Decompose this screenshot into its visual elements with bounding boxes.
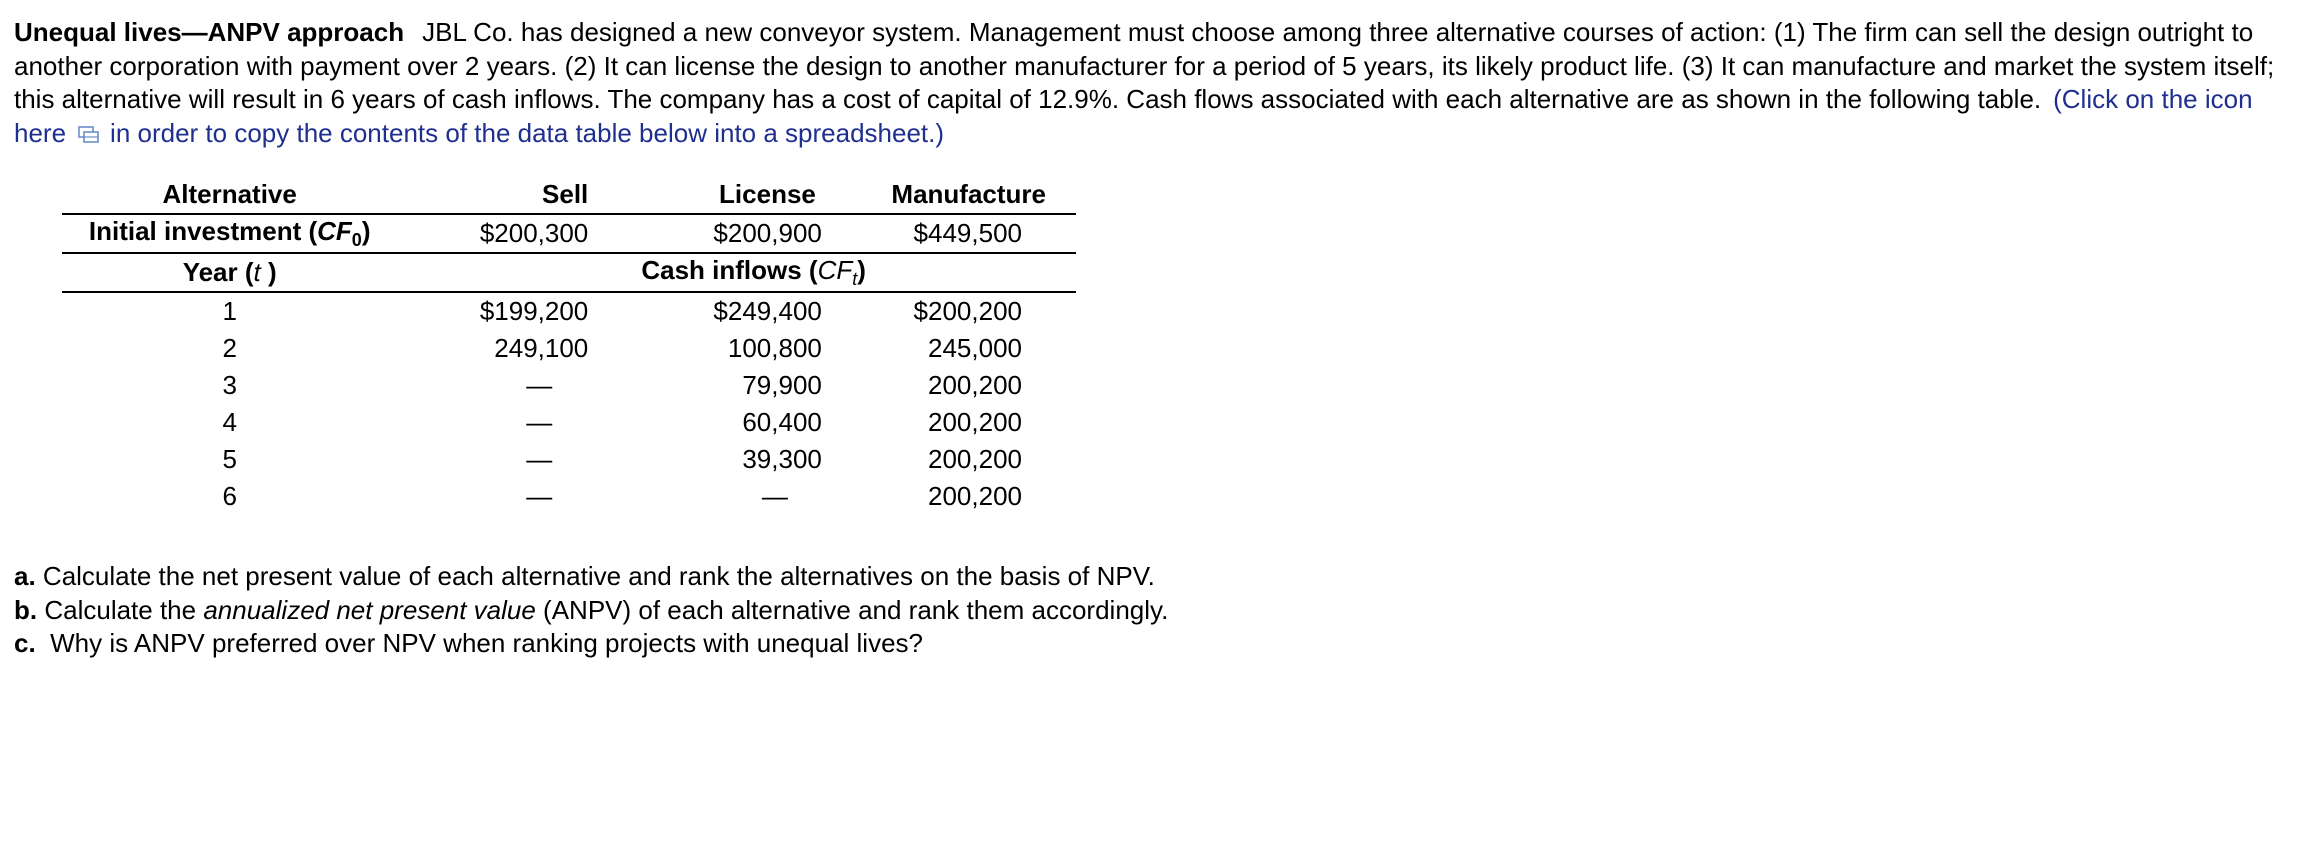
header-manufacture: Manufacture [891, 179, 1046, 209]
questions-list [14, 560, 1168, 661]
cash-inflows-header: Cash inflows $(CF_t)$ [641, 254, 866, 290]
problem-title: Unequal lives—ANPV approach [14, 17, 405, 47]
initial-sell: $200,300 [479, 218, 589, 248]
sell-cell: 249,100 [494, 333, 589, 363]
cash-flow-table [62, 176, 1076, 515]
spreadsheet-copy-icon[interactable] [78, 119, 100, 153]
header-sell: Sell [542, 179, 589, 209]
table-row [62, 441, 1076, 478]
header-license: License [719, 179, 816, 209]
table-row [62, 330, 1076, 367]
sell-cell: $199,200 [479, 296, 589, 326]
manufacture-cell: 245,000 [928, 333, 1022, 363]
header-alternative: Alternative [162, 179, 297, 209]
license-cell: 39,300 [742, 444, 822, 474]
question-a: a. Calculate the net present value of each alternative and rank the alternatives on the basis of NPV. [14, 561, 1155, 591]
table-header-row [62, 176, 1076, 214]
license-cell: 60,400 [742, 407, 822, 437]
year-cell: 3 [222, 370, 237, 400]
sell-cell: — [526, 407, 553, 437]
initial-license: $200,900 [713, 218, 822, 248]
copy-link-suffix[interactable]: in order to copy the contents of the data table below into a spreadsheet.) [110, 117, 945, 148]
table-row [62, 367, 1076, 404]
year-cell: 4 [222, 407, 237, 437]
manufacture-cell: 200,200 [928, 481, 1022, 511]
initial-manufacture: $449,500 [913, 218, 1022, 248]
license-cell: — [761, 481, 788, 511]
manufacture-cell: 200,200 [928, 407, 1022, 437]
problem-intro [14, 16, 2304, 152]
manufacture-cell: 200,200 [928, 444, 1022, 474]
copy-link-prefix[interactable]: (Click on the icon here [14, 84, 2253, 148]
license-cell: $249,400 [713, 296, 822, 326]
year-header: Year (t ) [182, 257, 277, 287]
table-row [62, 404, 1076, 441]
sell-cell: — [526, 370, 553, 400]
license-cell: 100,800 [727, 333, 822, 363]
year-cell: 6 [222, 481, 237, 511]
year-cell: 5 [222, 444, 237, 474]
sell-cell: — [526, 444, 553, 474]
license-cell: 79,900 [742, 370, 822, 400]
question-b: b. Calculate the annualized net present value (ANPV) of each alternative and rank them accordingly. [14, 594, 1169, 625]
sell-cell: — [526, 481, 553, 511]
manufacture-cell: $200,200 [913, 296, 1022, 326]
manufacture-cell: 200,200 [928, 370, 1022, 400]
question-c: c. Why is ANPV preferred over NPV when ranking projects with unequal lives? [14, 628, 923, 658]
initial-investment-row [62, 214, 1076, 253]
year-cell: 1 [222, 296, 237, 326]
table-row [62, 292, 1076, 330]
year-header-row [62, 253, 1076, 292]
table-row [62, 478, 1076, 515]
initial-investment-label: Initial investment $(CF_0)$ [88, 215, 371, 251]
problem-body: JBL Co. has designed a new conveyor system. Management must choose among three alternative courses of action: (1) The firm can sell the design outright to another corporation with payment over 2 years. (2) It can license the design to another manufacturer for a period of 5 years, its likely product life. (3) It can manufacture and market the system itself; this alternative will result in 6 years of cash inflows. The company has a cost of capital of 12.9%. Cash flows associated with each alternative are as shown in the following table. [14, 17, 2275, 114]
year-cell: 2 [222, 333, 237, 363]
